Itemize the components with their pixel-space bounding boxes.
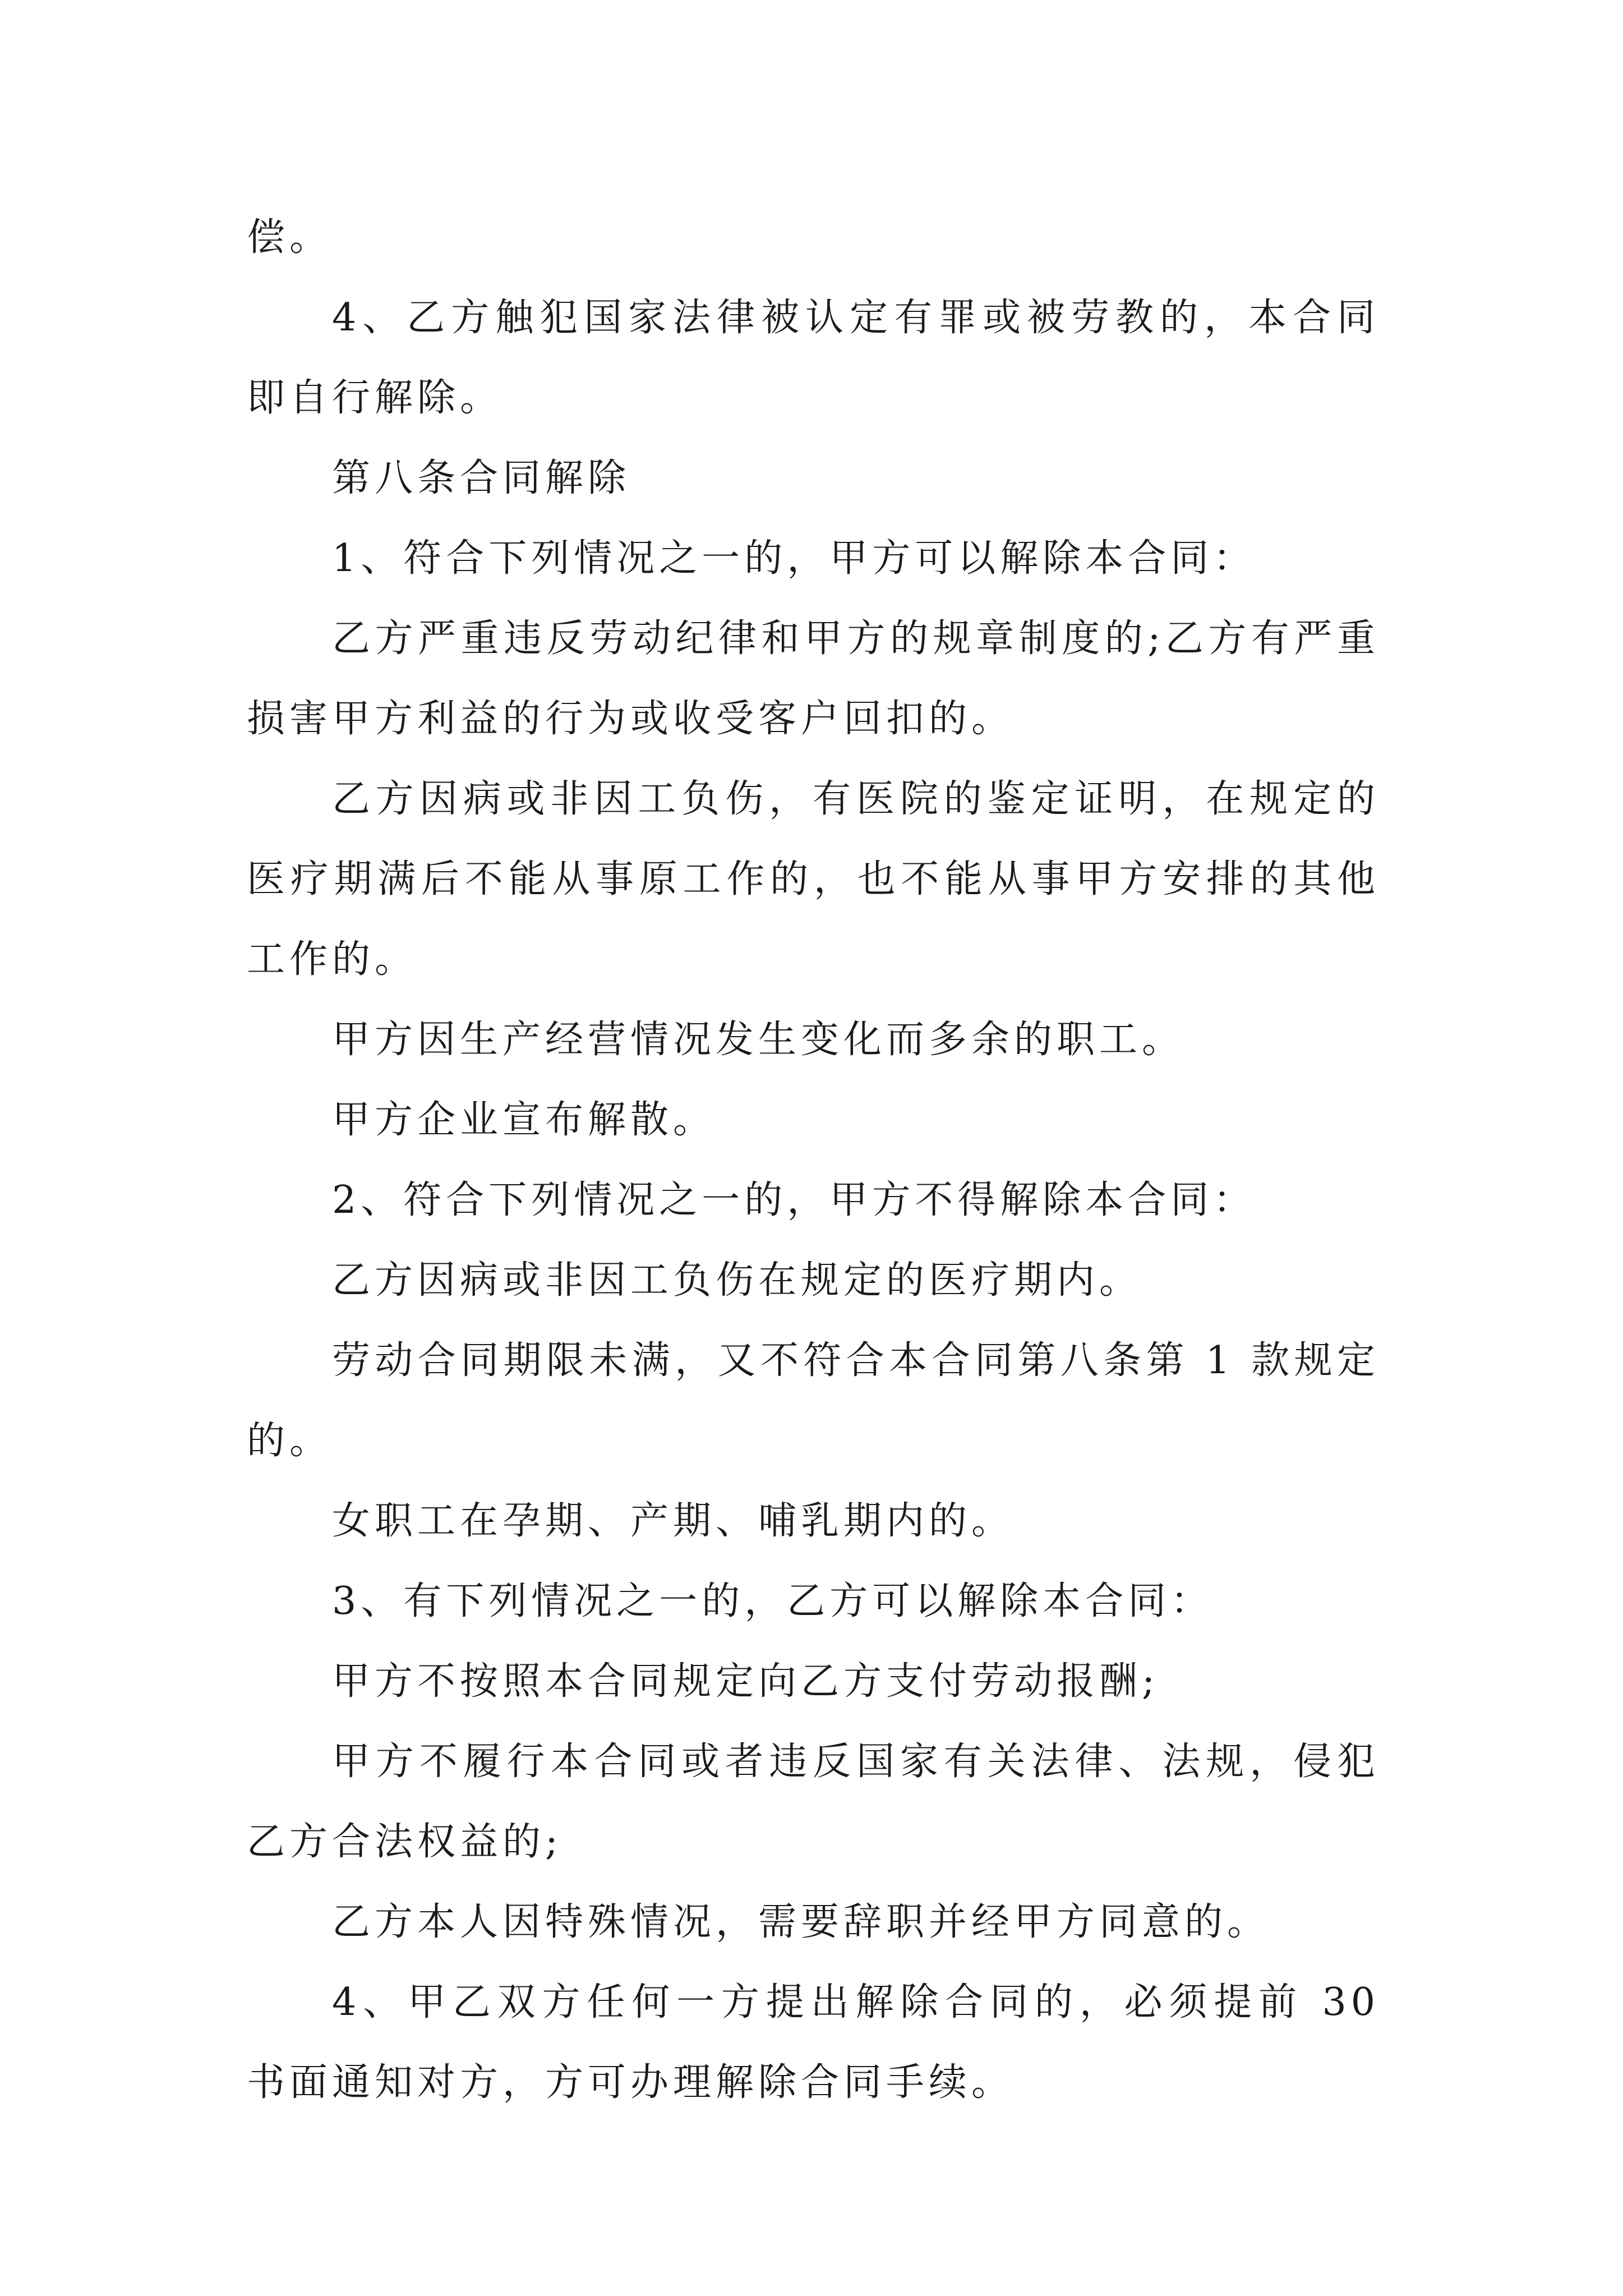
paragraph-7: 甲方因生产经营情况发生变化而多余的职工。: [332, 1018, 1185, 1062]
document-body: [247, 197, 1380, 2123]
paragraph-16: 乙方本人因特殊情况，需要辞职并经甲方同意的。: [332, 1900, 1270, 1944]
paragraph-13: 3、有下列情况之一的，乙方可以解除本合同：: [332, 1579, 1214, 1623]
paragraph-1: 偿。: [247, 215, 333, 260]
paragraph-8: 甲方企业宣布解散。: [332, 1098, 716, 1142]
paragraph-4: 1、符合下列情况之一的，甲方可以解除本合同：: [332, 536, 1256, 581]
section-heading-article-8: 第八条合同解除: [332, 456, 631, 500]
paragraph-5: 乙方严重违反劳动纪律和甲方的规章制度的;乙方有严重损害甲方利益的行为或收受客户回扣的。: [247, 616, 1380, 741]
paragraph-17: 4、甲乙双方任何一方提出解除合同的，必须提前 30 书面通知对方，方可办理解除合同手续。: [247, 1980, 1380, 2105]
paragraph-9: 2、符合下列情况之一的，甲方不得解除本合同：: [332, 1178, 1256, 1222]
paragraph-2: 4、乙方触犯国家法律被认定有罪或被劳教的，本合同即自行解除。: [247, 296, 1380, 420]
paragraph-15: 甲方不履行本合同或者违反国家有关法律、法规，侵犯乙方合法权益的;: [247, 1740, 1380, 1864]
paragraph-11: 劳动合同期限未满，又不符合本合同第八条第 1 款规定的。: [247, 1338, 1380, 1463]
paragraph-14: 甲方不按照本合同规定向乙方支付劳动报酬;: [332, 1659, 1159, 1704]
paragraph-12: 女职工在孕期、产期、哺乳期内的。: [332, 1499, 1015, 1543]
paragraph-6: 乙方因病或非因工负伤，有医院的鉴定证明，在规定的医疗期满后不能从事原工作的，也不能从事甲方安排的其他工作的。: [247, 777, 1380, 982]
paragraph-10: 乙方因病或非因工负伤在规定的医疗期内。: [332, 1258, 1142, 1303]
